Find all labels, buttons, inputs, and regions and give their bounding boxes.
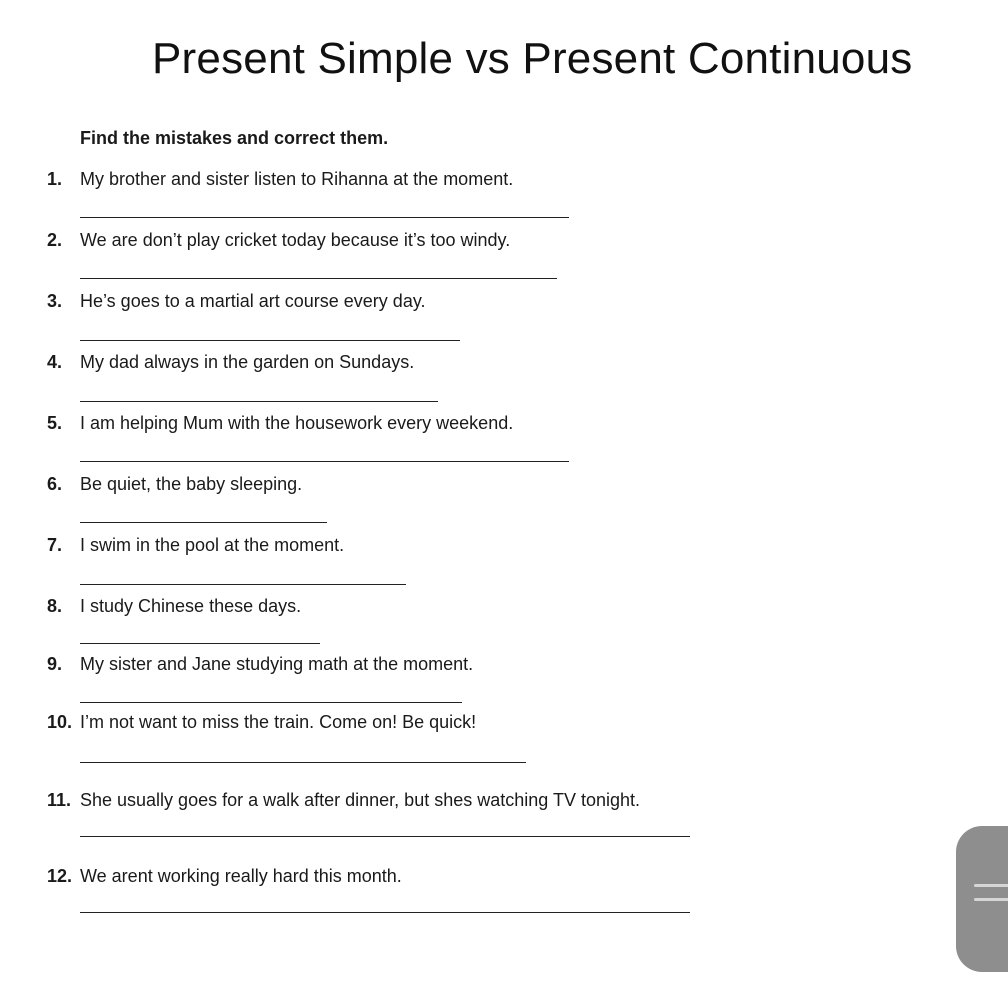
answer-line-12[interactable] (80, 912, 690, 913)
item-number: 3. (47, 291, 63, 311)
exercise-item-2 (47, 230, 510, 254)
item-sentence: We arent working really hard this month. (80, 866, 402, 886)
item-number: 4. (47, 352, 63, 372)
item-number: 8. (47, 596, 63, 616)
item-number: 11. (47, 790, 72, 810)
exercise-item-8 (47, 596, 301, 620)
item-number: 6. (47, 474, 63, 494)
answer-line-6[interactable] (80, 522, 327, 523)
answer-line-7[interactable] (80, 584, 406, 585)
item-sentence: He’s goes to a martial art course every day. (80, 291, 426, 311)
item-number: 7. (47, 535, 63, 555)
answer-line-10[interactable] (80, 762, 526, 763)
answer-line-11[interactable] (80, 836, 690, 837)
exercise-item-10 (47, 712, 476, 736)
item-sentence: She usually goes for a walk after dinner, but shes watching TV tonight. (80, 790, 640, 810)
item-sentence: I’m not want to miss the train. Come on! Be quick! (80, 712, 477, 732)
exercise-item-3 (47, 291, 426, 315)
answer-line-5[interactable] (80, 461, 569, 462)
answer-line-8[interactable] (80, 643, 320, 644)
item-sentence: I swim in the pool at the moment. (80, 535, 345, 555)
handle-bar-top (974, 884, 1008, 887)
exercise-item-9 (47, 654, 473, 678)
item-sentence: My dad always in the garden on Sundays. (80, 352, 415, 372)
exercise-item-11 (47, 790, 640, 814)
item-sentence: I study Chinese these days. (80, 596, 302, 616)
exercise-item-12 (47, 866, 402, 890)
exercise-item-1 (47, 169, 513, 193)
exercise-item-6 (47, 474, 302, 498)
exercise-item-5 (47, 413, 513, 437)
item-number: 5. (47, 413, 63, 433)
item-number: 9. (47, 654, 63, 674)
handle-bar-bottom (974, 898, 1008, 901)
answer-line-3[interactable] (80, 340, 460, 341)
item-number: 2. (47, 230, 63, 250)
answer-line-2[interactable] (80, 278, 557, 279)
item-number: 12. (47, 866, 73, 886)
drag-handle-icon[interactable] (956, 826, 1008, 972)
answer-line-9[interactable] (80, 702, 462, 703)
exercise-item-7 (47, 535, 344, 559)
item-sentence: I am helping Mum with the housework every weekend. (80, 413, 514, 433)
item-number: 1. (47, 169, 63, 189)
instructions: Find the mistakes and correct them. (80, 128, 389, 148)
answer-line-4[interactable] (80, 401, 438, 402)
item-number: 10. (47, 712, 73, 732)
page-title: Present Simple vs Present Continuous (152, 34, 913, 83)
answer-line-1[interactable] (80, 217, 569, 218)
item-sentence: Be quiet, the baby sleeping. (80, 474, 303, 494)
item-sentence: My sister and Jane studying math at the moment. (80, 654, 474, 674)
exercise-item-4 (47, 352, 414, 376)
item-sentence: My brother and sister listen to Rihanna at the moment. (80, 169, 514, 189)
item-sentence: We are don’t play cricket today because it’s too windy. (80, 230, 511, 250)
